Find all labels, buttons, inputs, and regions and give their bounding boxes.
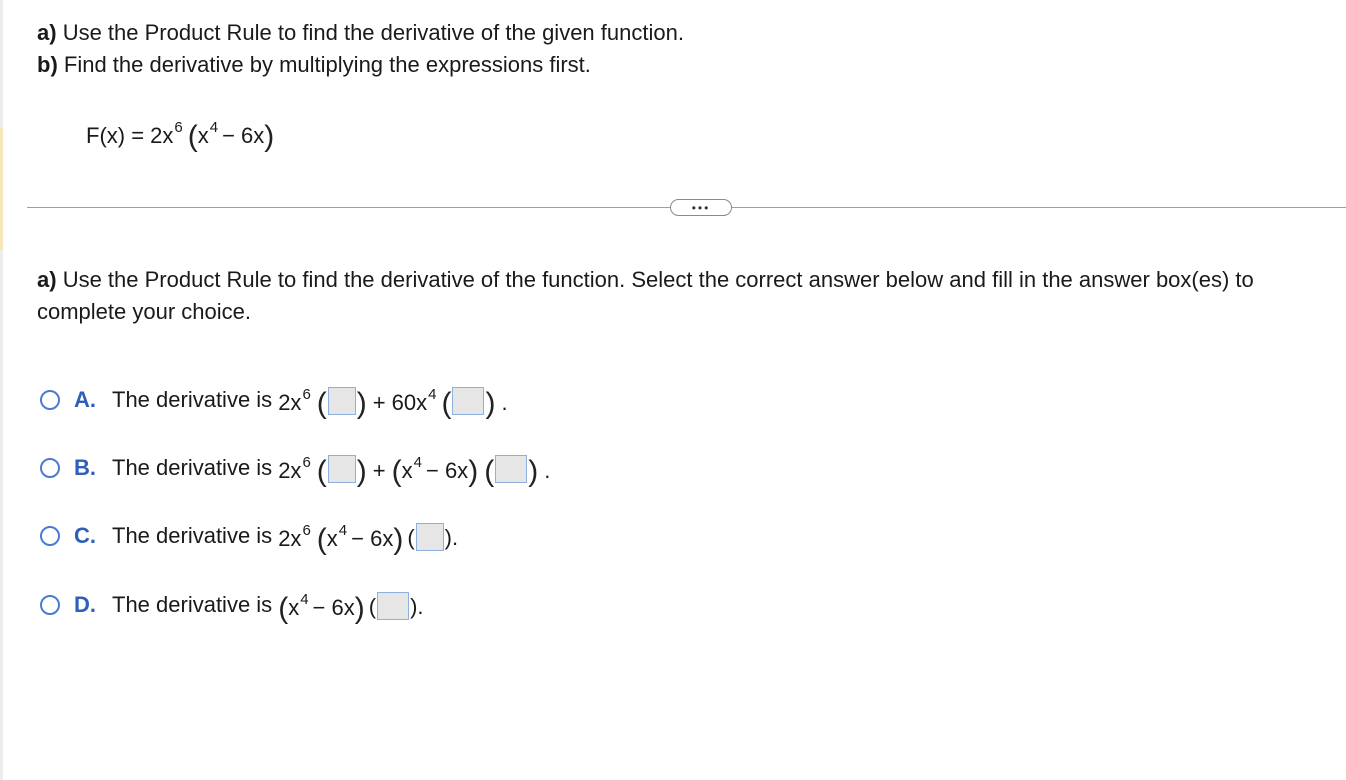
left-accent-bar — [0, 128, 3, 250]
option-c-exp2: 4 — [338, 522, 348, 539]
function-exp2: 4 — [209, 119, 219, 136]
option-c-letter: C. — [74, 523, 96, 548]
function-expression — [86, 117, 275, 153]
option-c-expression — [278, 520, 459, 556]
paren: ) — [356, 387, 367, 420]
option-a-letter: A. — [74, 387, 96, 412]
paren: ( — [441, 387, 452, 420]
option-a-term1: 2x — [278, 390, 302, 415]
open-paren: ( — [187, 120, 198, 153]
option-a-exp2: 4 — [428, 386, 437, 403]
option-b-term1: 2x — [278, 458, 302, 483]
option-d-tail: − 6x — [312, 595, 355, 620]
paren: ) — [393, 523, 404, 556]
option-d-letter: D. — [74, 592, 96, 617]
option-b-x: x — [401, 458, 413, 483]
option-c-x: x — [326, 526, 338, 551]
paren: ) — [356, 455, 367, 488]
option-c-exp1: 6 — [302, 522, 311, 539]
option-d-expression — [278, 589, 424, 625]
option-b-letter: B. — [74, 455, 96, 480]
option-a-exp1: 6 — [302, 386, 311, 403]
paren: ) — [354, 592, 365, 625]
option-a-plus: + — [372, 390, 386, 415]
function-x: x — [197, 123, 209, 148]
function-exp1: 6 — [174, 119, 183, 136]
option-a-end: . — [501, 390, 508, 415]
paren: ) — [468, 455, 479, 488]
paren: ( — [368, 594, 377, 619]
option-c-end: ). — [444, 525, 459, 550]
option-d-end: ). — [410, 594, 424, 619]
option-d-text: The derivative is — [112, 592, 273, 617]
option-b-expression — [278, 452, 551, 488]
option-c-answer-box[interactable] — [416, 523, 444, 551]
paren: ( — [316, 455, 327, 488]
paren: ( — [316, 523, 327, 556]
function-tail: − 6x — [222, 123, 265, 148]
option-c-text: The derivative is — [112, 523, 273, 548]
option-d-exp2: 4 — [300, 591, 309, 608]
option-a-term2: 60x — [391, 390, 428, 415]
option-b[interactable] — [40, 450, 550, 486]
function-lhs: F(x) = 2x — [86, 123, 174, 148]
option-c[interactable] — [40, 518, 458, 554]
paren: ( — [278, 592, 289, 625]
option-b-exp2: 4 — [413, 454, 422, 471]
option-c-tail: − 6x — [351, 526, 394, 551]
option-b-exp1: 6 — [302, 454, 311, 471]
question-part-b — [37, 50, 591, 80]
part-a-text: Use the Product Rule to find the derivative of the given function. — [62, 20, 684, 45]
paren: ( — [391, 455, 402, 488]
part-b-text: Find the derivative by multiplying the expressions first. — [63, 52, 591, 77]
instruction-text — [37, 264, 1297, 328]
left-border — [0, 0, 3, 780]
part-b-label: b) — [37, 52, 58, 77]
option-b-end: . — [544, 458, 551, 483]
close-paren: ) — [264, 120, 275, 153]
question-part-a — [37, 18, 684, 48]
option-b-answer-box-1[interactable] — [328, 455, 356, 483]
paren: ) — [528, 455, 539, 488]
option-d-answer-box[interactable] — [377, 592, 409, 620]
more-options-button[interactable]: ••• — [670, 199, 732, 216]
option-d-x: x — [288, 595, 300, 620]
option-b-radio[interactable] — [40, 458, 60, 478]
option-b-plus: + — [372, 458, 386, 483]
option-b-tail: − 6x — [425, 458, 469, 483]
option-b-text: The derivative is — [112, 455, 273, 480]
part-a-label: a) — [37, 20, 57, 45]
instruction-label: a) — [37, 267, 57, 292]
option-c-term1: 2x — [278, 526, 302, 551]
option-a-radio[interactable] — [40, 390, 60, 410]
option-a-expression — [278, 384, 508, 420]
option-a-answer-box-2[interactable] — [452, 387, 484, 415]
instruction-body: Use the Product Rule to find the derivative of the function. Select the correct answer below and fill in the answer box(es) to complete your choice. — [37, 267, 1254, 324]
paren: ( — [484, 455, 495, 488]
option-a-text: The derivative is — [112, 387, 273, 412]
option-d-radio[interactable] — [40, 595, 60, 615]
option-a[interactable] — [40, 382, 508, 418]
paren: ( — [316, 387, 327, 420]
paren: ) — [485, 387, 496, 420]
option-c-radio[interactable] — [40, 526, 60, 546]
option-d[interactable] — [40, 587, 424, 623]
paren: ( — [407, 525, 415, 550]
option-b-answer-box-2[interactable] — [495, 455, 527, 483]
option-a-answer-box-1[interactable] — [328, 387, 356, 415]
